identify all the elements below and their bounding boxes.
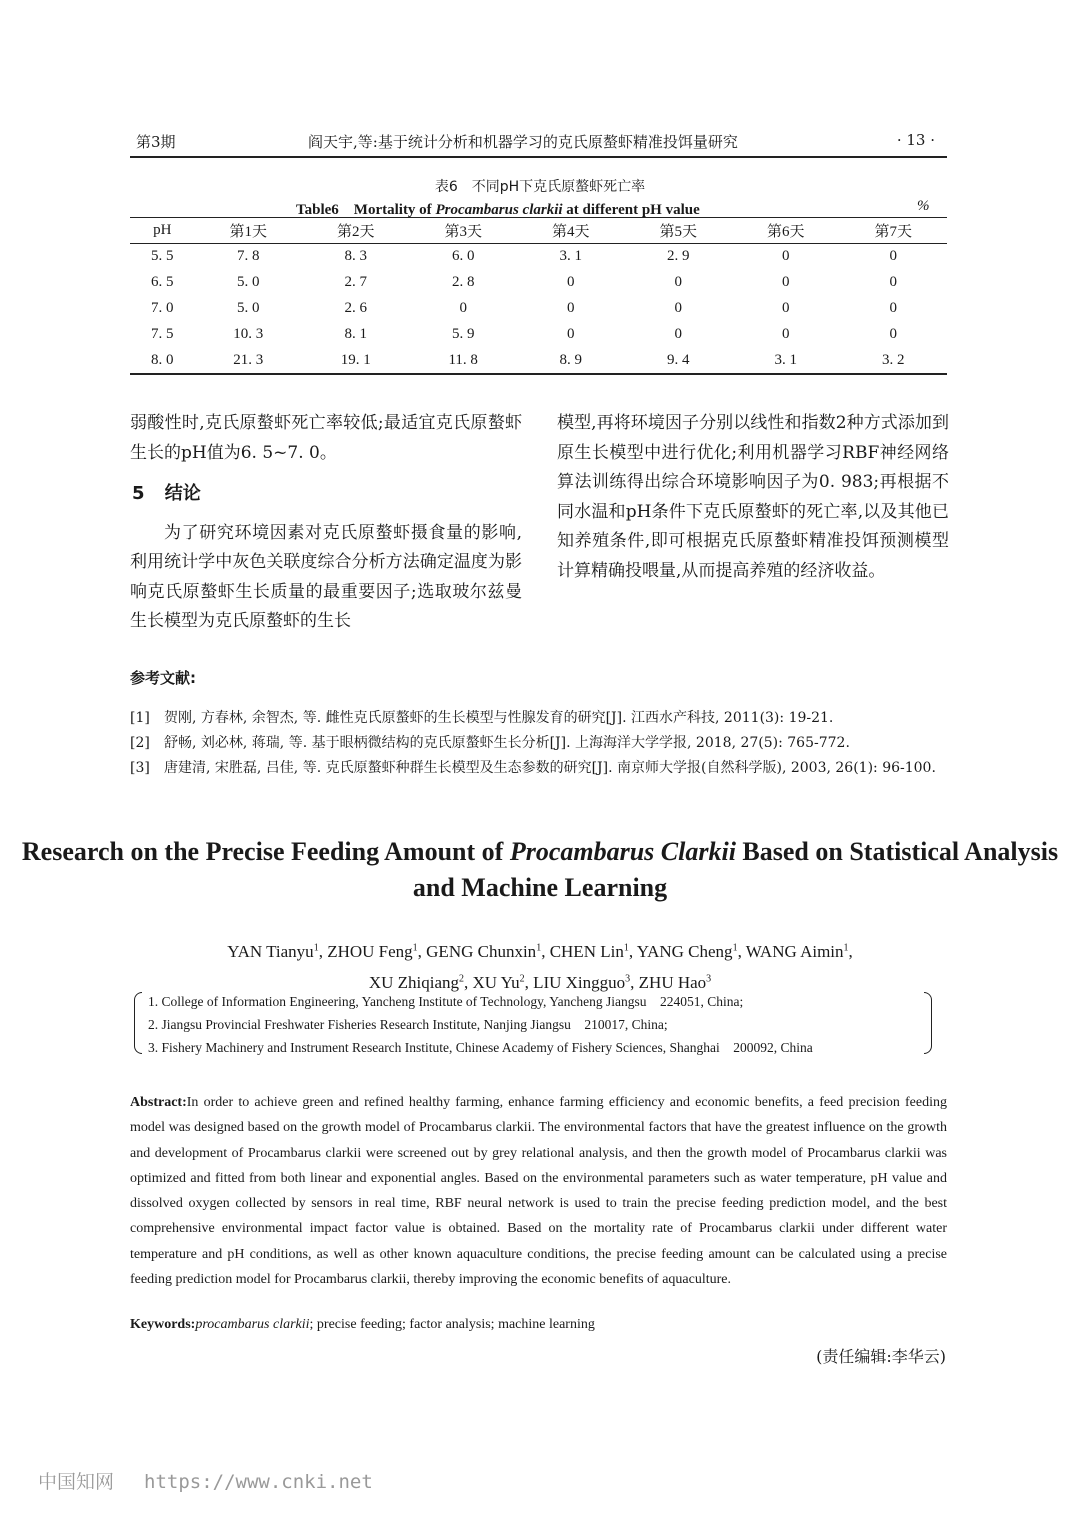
table-cell: 0: [674, 300, 682, 316]
table-cell: 0: [674, 326, 682, 342]
table-column-header: pH: [130, 218, 194, 244]
table-column-header: 第4天: [517, 218, 625, 244]
issue-number: 第3期: [136, 133, 176, 151]
author: YAN Tianyu$^1$,: [227, 941, 328, 961]
affiliation-line: 2. Jiangsu Provincial Freshwater Fisheries Research Institute, Nanjing Jiangsu 210017, China;: [148, 1017, 668, 1032]
editor-note: (责任编辑:李华云): [816, 1347, 946, 1366]
table-cell: 7. 8: [236, 248, 260, 265]
table-cell: 0: [781, 326, 790, 342]
abstract: [130, 1090, 947, 1292]
author: YANG Cheng$^1$,: [636, 941, 746, 961]
table-column-header: 第3天: [409, 218, 517, 244]
table-header-row: [130, 218, 947, 244]
section-heading: 5 结论: [132, 483, 201, 504]
table-cell: 0: [566, 274, 575, 290]
table-column-header: 第6天: [732, 218, 840, 244]
abstract-text: In order to achieve green and refined healthy farming, enhance farming efficiency and economic benefits, a feed precision feeding model was designed based on the growth model of Procambarus clarkii. The environmental factors that have the greatest influence on the growth and development of Procambarus clarkii were screened out by grey relational analysis, and then the growth model of Procambarus clarkii was optimized and fitted from both linear and exponential angles. Based on the environmental parameters such as water temperature, pH value and dissolved oxygen collected by sensors in real time, RBF neural network is used to train the precise feeding prediction model, and the best comprehensive environmental impact factor value is obtained. Based on the mortality rate of Procambarus clarkii under different water temperature and pH conditions, as well as other known aquaculture conditions, the precise feeding amount can be calculated using a precise feeding prediction model for Procambarus clarkii, thereby improving the economic benefits of aquaculture.: [130, 1095, 947, 1288]
running-title: 阎天宇,等:基于统计分析和机器学习的克氏原螯虾精准投饵量研究: [308, 133, 738, 151]
table-cell: 8. 0: [150, 351, 174, 368]
reference-item: [130, 731, 947, 756]
table-cell: 19. 1: [340, 351, 371, 368]
table-cell: 11. 8: [448, 351, 478, 368]
reference-text: 贺刚, 方春林, 余智杰, 等. 雌性克氏原螯虾的生长模型与性腺发育的研究[J]. 江西水产科技, 2011(3): 19-21.: [164, 710, 834, 726]
author: WANG Aimin$^1$,: [745, 941, 853, 961]
table-cell: 5. 9: [451, 326, 475, 342]
page-number: · 13 ·: [896, 131, 935, 149]
table-row: [130, 270, 947, 296]
table-cell: 9. 4: [666, 351, 690, 368]
watermark-url[interactable]: https://www.cnki.net: [144, 1471, 373, 1493]
table-cell: 8. 1: [344, 326, 367, 342]
table-cell: 7. 0: [150, 300, 174, 316]
table-column-header: 第2天: [302, 218, 410, 244]
table-title-cn: 表6 不同pH下克氏原螯虾死亡率: [434, 179, 646, 195]
table-row: [130, 244, 947, 270]
table-cell: 8. 3: [344, 248, 367, 265]
table-cell: 0: [566, 300, 575, 316]
keywords: Keywords:procambarus clarkii; precise feeding; factor analysis; machine learning: [130, 1317, 595, 1332]
affiliations: [134, 990, 932, 1058]
table-cell: 0: [566, 326, 575, 342]
english-title: Research on the Precise Feeding Amount of Procambarus Clarkii Based on Statistical Analysis and Machine Learning: [21, 837, 1059, 902]
reference-list: [130, 706, 947, 781]
table-cell: 10. 3: [233, 326, 264, 342]
table-title-en: Table6 Mortality of Procambarus clarkii at different pH value: [296, 202, 700, 218]
author: CHEN Lin$^1$,: [549, 941, 637, 961]
table-row: [130, 296, 947, 322]
table-cell: 0: [889, 274, 897, 290]
body-paragraph: 为了研究环境因素对克氏原螯虾摄食量的影响,利用统计学中灰色关联度综合分析方法确定温度为影响克氏原螯虾生长质量的最重要因子;选取玻尔兹曼生长模型为克氏原螯虾的生长: [130, 522, 522, 631]
table-cell: 2. 9: [666, 248, 690, 265]
table-cell: 3. 1: [559, 248, 582, 265]
table-cell: 7. 5: [150, 326, 174, 342]
table-cell: 6. 0: [451, 248, 475, 265]
affiliation-line: 1. College of Information Engineering, Yancheng Institute of Technology, Yancheng Jiangsu 224051, China;: [148, 994, 744, 1009]
table-cell: 0: [674, 274, 682, 290]
table-cell: 0: [781, 248, 790, 265]
body-column-right: [557, 409, 949, 586]
table-cell: 0: [781, 274, 790, 290]
author: ZHU Hao$^3$: [638, 973, 712, 993]
reference-item: [130, 756, 947, 781]
left-brace: [134, 992, 142, 1054]
table-row: [130, 322, 947, 348]
table-cell: 0: [889, 326, 897, 342]
table-cell: 5. 5: [150, 248, 174, 265]
table-cell: 6. 5: [150, 274, 174, 290]
table-cell: 0: [889, 248, 897, 265]
table-unit: %: [917, 198, 930, 214]
reference-number: [3]: [130, 760, 150, 776]
table-cell: 2. 7: [344, 274, 367, 290]
body-paragraph: 模型,再将环境因子分别以线性和指数2种方式添加到原生长模型中进行优化;利用机器学习RBF神经网络算法训练得出综合环境影响因子为0. 983;再根据不同水温和pH条件下克氏原螯虾的死亡率,以及其他已知养殖条件,即可根据克氏原螯虾精准投饵预测模型计算精确投喂量,从而提高养殖的经济收益。: [557, 413, 949, 581]
affiliation-line: 3. Fishery Machinery and Instrument Research Institute, Chinese Academy of Fishery Sciences, Shanghai 200092, China: [148, 1040, 813, 1055]
abstract-label: Abstract:: [130, 1095, 187, 1110]
table-cell: 8. 9: [559, 351, 582, 368]
cnki-watermark: [38, 1467, 373, 1494]
table-cell: 0: [459, 300, 467, 316]
table-cell: 2. 8: [451, 274, 475, 290]
author: ZHOU Feng$^1$,: [327, 941, 427, 961]
table-cell: 3. 2: [881, 351, 905, 368]
table-row: [130, 348, 947, 374]
table-cell: 5. 0: [236, 274, 260, 290]
reference-number: [1]: [130, 710, 150, 726]
body-paragraph: 弱酸性时,克氏原螯虾死亡率较低;最适宜克氏原螯虾生长的pH值为6. 5~7. 0。: [130, 413, 522, 463]
table-cell: 3. 1: [774, 351, 797, 368]
keywords-label: Keywords:: [130, 1317, 196, 1332]
table-column-header: 第7天: [839, 218, 947, 244]
table-cell: 5. 0: [236, 300, 260, 316]
mortality-table: [130, 217, 947, 375]
watermark-site-name: 中国知网: [38, 1471, 115, 1493]
table-cell: 2. 6: [344, 300, 367, 316]
author: GENG Chunxin$^1$,: [426, 941, 550, 961]
body-column-left: [130, 409, 522, 637]
reference-item: [130, 706, 947, 731]
author: LIU Xingguo$^3$,: [533, 973, 639, 993]
author: XU Yu$^2$,: [472, 973, 534, 993]
table-cell: 0: [781, 300, 790, 316]
running-header: [130, 128, 947, 158]
author-list: [0, 934, 1080, 997]
table-cell: 0: [889, 300, 897, 316]
right-brace: [924, 992, 932, 1054]
references-title: 参考文献:: [130, 669, 196, 687]
reference-text: 舒畅, 刘必林, 蒋瑞, 等. 基于眼柄微结构的克氏原螯虾生长分析[J]. 上海海洋大学学报, 2018, 27(5): 765-772.: [164, 735, 850, 751]
table-cell: 21. 3: [233, 351, 264, 368]
author: XU Zhiqiang$^2$,: [368, 973, 473, 993]
reference-number: [2]: [130, 735, 150, 751]
table-column-header: 第5天: [624, 218, 732, 244]
reference-text: 唐建清, 宋胜磊, 吕佳, 等. 克氏原螯虾种群生长模型及生态参数的研究[J]. 南京师大学报(自然科学版), 2003, 26(1): 96-100.: [164, 760, 936, 776]
table-column-header: 第1天: [194, 218, 302, 244]
